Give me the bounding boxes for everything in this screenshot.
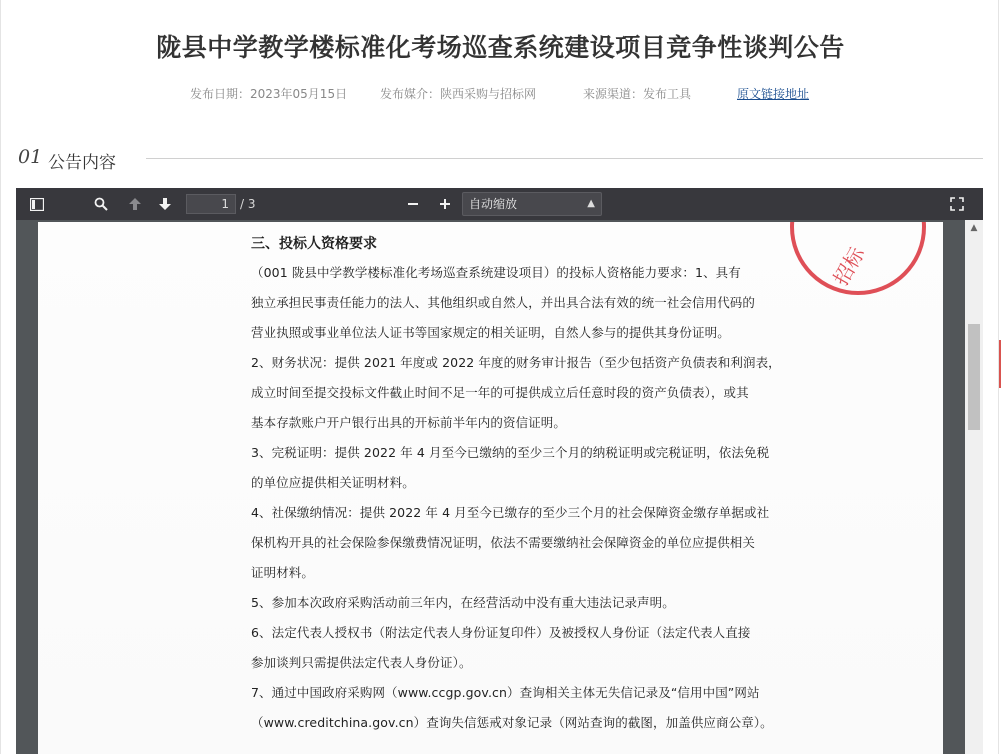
scrollbar-thumb[interactable] xyxy=(968,324,980,430)
original-link[interactable]: 原文链接地址 xyxy=(737,87,810,101)
page-title: 陇县中学教学楼标准化考场巡查系统建设项目竞争性谈判公告 xyxy=(156,33,845,62)
sidebar-toggle-icon[interactable] xyxy=(26,188,48,220)
pdf-toolbar xyxy=(16,188,983,220)
doc-line: 基本存款账户开户银行出具的开标前半年内的资信证明。 xyxy=(251,415,567,430)
doc-line: 6、法定代表人授权书（附法定代表人身份证复印件）及被授权人身份证（法定代表人直接 xyxy=(251,625,751,640)
source-channel: 来源渠道：发布工具 xyxy=(583,87,692,101)
doc-line: 的单位应提供相关证明材料。 xyxy=(251,475,415,490)
pdf-page-content xyxy=(38,222,943,754)
doc-section-heading: 三、投标人资格要求 xyxy=(251,236,377,252)
doc-line: 独立承担民事责任能力的法人、其他组织或自然人，并出具合法有效的统一社会信用代码的 xyxy=(251,295,756,310)
doc-line: 5、参加本次政府采购活动前三年内，在经营活动中没有重大违法记录声明。 xyxy=(251,595,675,610)
scroll-up-icon[interactable]: ▲ xyxy=(970,223,978,233)
doc-line: 成立时间至提交投标文件截止时间不足一年的可提供成立后任意时段的资产负债表），或其 xyxy=(251,385,749,400)
official-seal xyxy=(783,222,933,302)
page-number-input[interactable]: 1 xyxy=(186,194,236,214)
arrow-up-icon[interactable] xyxy=(124,188,146,220)
doc-line: 7、通过中国政府采购网（www.ccgp.gov.cn）查询相关主体无失信记录及“信用中国”网站 xyxy=(251,685,760,700)
pdf-viewer xyxy=(16,188,983,754)
doc-line: 参加谈判只需提供法定代表人身份证）。 xyxy=(251,655,472,670)
fullscreen-icon[interactable] xyxy=(946,188,968,220)
meta-row xyxy=(0,85,1001,101)
publish-date: 发布日期：2023年05月15日 xyxy=(190,87,348,101)
arrow-down-icon[interactable] xyxy=(154,188,176,220)
doc-line: （001 陇县中学教学楼标准化考场巡查系统建设项目）的投标人资格能力要求：1、具有 xyxy=(251,265,741,280)
plus-icon[interactable] xyxy=(434,188,456,220)
section-header xyxy=(18,146,983,173)
select-arrows-icon: ▲ xyxy=(587,198,595,209)
page-total: / 3 xyxy=(240,197,256,211)
doc-line: 证明材料。 xyxy=(251,565,315,580)
doc-line: 3、完税证明：提供 2022 年 4 月至今已缴纳的至少三个月的纳税证明或完税证明，依法免税 xyxy=(251,445,770,460)
pdf-page xyxy=(38,222,943,754)
minus-icon[interactable] xyxy=(402,188,424,220)
seal-text: 招标 xyxy=(828,242,870,290)
section-title: 公告内容 xyxy=(48,153,116,173)
pdf-scrollbar[interactable] xyxy=(965,220,983,754)
doc-line: 4、社保缴纳情况：提供 2022 年 4 月至今已缴存的至少三个月的社会保障资金缴存单据或社 xyxy=(251,505,770,520)
publish-media: 发布媒介：陕西采购与招标网 xyxy=(380,87,537,101)
doc-line: 营业执照或事业单位法人证书等国家规定的相关证明，自然人参与的提供其身份证明。 xyxy=(251,325,730,340)
doc-line: 2、财务状况：提供 2021 年度或 2022 年度的财务审计报告（至少包括资产负债表和利润表， xyxy=(251,355,781,370)
doc-line: 保机构开具的社会保险参保缴费情况证明，依法不需要缴纳社会保障资金的单位应提供相关 xyxy=(251,535,756,550)
search-icon[interactable] xyxy=(90,188,112,220)
zoom-label: 自动缩放 xyxy=(469,197,518,211)
section-divider xyxy=(146,158,983,159)
doc-line: （www.creditchina.gov.cn）查询失信惩戒对象记录（网站查询的截图，加盖供应商公章）。 xyxy=(251,715,773,730)
zoom-select[interactable] xyxy=(462,192,602,216)
section-number: 01 xyxy=(18,146,43,168)
